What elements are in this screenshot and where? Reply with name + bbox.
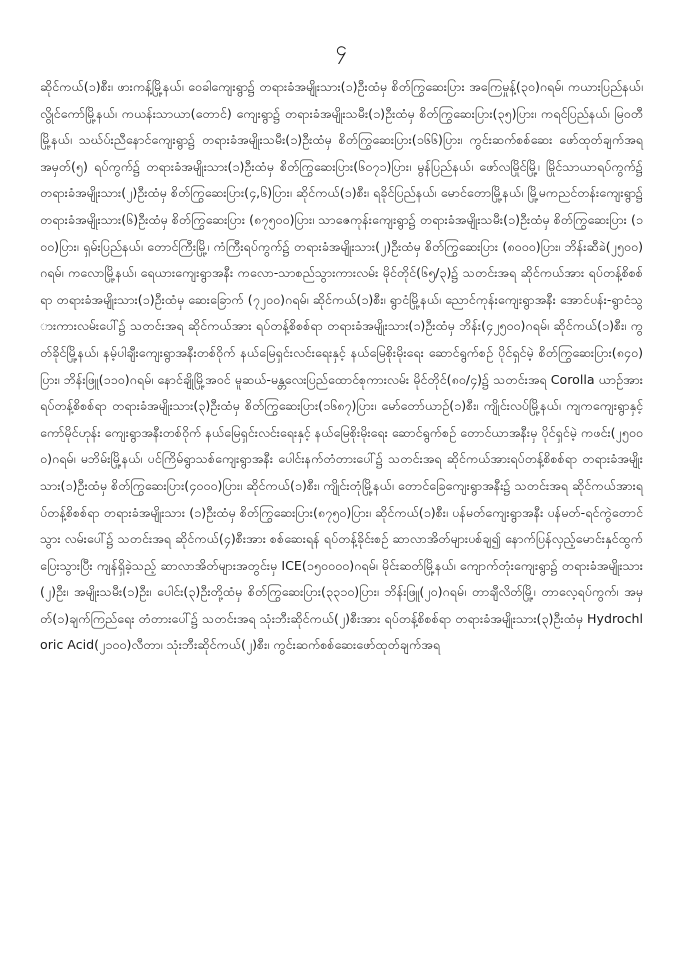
page-number: ၄ [335, 36, 348, 60]
body-paragraph: ဆိုင်ကယ်(၁)စီး၊ ဖားကန့်မြို့နယ်၊ ဝေခါကျေးရွာ၌ တရားခံအမျိုးသား(၁)ဦးထံမှ စိတ်ကြွဆေးပြား အကြေမှုန့်(၃၀)ဂရမ်၊ ကယားပြည်နယ်၊ လွိုင်ကော်မြို့နယ်၊ ကယန်းသာယာ(တောင်) ကျေးရွာ၌ တရားခံအမျိုးသမီး(၁)ဦးထံမှ စိတ်ကြွဆေးပြား(၃၅)ပြား၊ ကရင်ပြည်နယ်၊ မြဝတီမြို့နယ်၊ သဃ်ပ်းညီနောင်ကျေးရွာ၌ တရားခံအမျိုးသမီး(၁)ဦးထံမှ စိတ်ကြွဆေးပြား(၁၆၆)ပြား၊ ကွင်းဆက်စစ်ဆေး ဖော်ထုတ်ချက်အရ အမှတ်(၅) ရပ်ကွက်၌ တရားခံအမျိုးသား(၁)ဦးထံမှ စိတ်ကြွဆေးပြား(၆၀၇၁)ပြား၊ မွန်ပြည်နယ်၊ ဖော်လမြိုင်မြို့၊ မြိုင်သာယာရပ်ကွက်၌ တရားခံအမျိုးသား(၂)ဦးထံမှ စိတ်ကြွဆေးပြား(၄,၆)ပြား၊ ဆိုင်ကယ်(၁)စီး၊ ရခိုင်ပြည်နယ်၊ မောင်တောမြို့နယ်၊ မြို့မကညင်တန်းကျေးရွာ၌ တရားခံအမျိုးသား(၆)ဦးထံမှ စိတ်ကြွဆေးပြား (၈၇၅၀၀)ပြား၊ သာဇေကုန်းကျေးရွာ၌ တရားခံအမျိုးသမီး(၁)ဦးထံမှ စိတ်ကြွဆေးပြား (၁၀၀)ပြား၊ ရှမ်းပြည်နယ်၊ တောင်ကြီးမြို့၊ ကံကြီးရပ်ကွက်၌ တရားခံအမျိုးသား(၂)ဦးထံမှ စိတ်ကြွဆေးပြား (၈၀၀၀)ပြား၊ ဘိန်းဆီခဲ(၂၅၀၀)ဂရမ်၊ ကလောမြို့နယ်၊ ရေယားကျေးရွာအနီး ကလော-သာစည်သွားကားလမ်း မိုင်တိုင်(၆၅/၃)၌ သတင်းအရ ဆိုင်ကယ်အား ရပ်တန့်စိစစ်ရာ တရားခံအမျိုးသား(၁)ဦးထံမှ ဆေးခြောက် (၇၂၀၀)ဂရမ်၊ ဆိုင်ကယ်(၁)စီး၊ ရွာငံမြို့နယ်၊ ညောင်ကုန်းကျေးရွာအနီး အောင်ပန်း-ရွာငံသွားကားလမ်းပေါ်၌ သတင်းအရ ဆိုင်ကယ်အား ရပ်တန့်စိစစ်ရာ တရားခံအမျိုးသား(၁)ဦးထံမှ ဘိန်း(၄၂၅၀၀)ဂရမ်၊ ဆိုင်ကယ်(၁)စီး၊ ကွတ်ခိုင်မြို့နယ်၊ နမ့်ပါချီးကျေးရွာအနီးတစ်ဝိုက် နယ်မြေရှင်းလင်းရေးနှင့် နယ်မြေစိုးမိုးရေး ဆောင်ရွက်စဉ် ပိုင်ရှင်မဲ့ စိတ်ကြွဆေးပြား(၈၄၀)ပြား၊ ဘိန်းဖြူ(၁၁၀)ဂရမ်၊ နောင်ချိုမြို့အဝင် မူဆယ်-မန္တလေးပြည်ထောင်စုကားလမ်း မိုင်တိုင်(၈၀/၄)၌ သတင်းအရ Corolla ယာဉ်အားရပ်တန့်စိစစ်ရာ တရားခံအမျိုးသား(၃)ဦးထံမှ စိတ်ကြွဆေးပြား(၁၆၈၇)ပြား၊ မော်တော်ယာဉ်(၁)စီး၊ ကျိုင်းလပ်မြို့နယ်၊ ကျကကျေးရွာနှင့် ကော်မိုင်ဟုန်း ကျေးရွာအနီးတစ်ဝိုက် နယ်မြေရှင်းလင်းရေးနှင့် နယ်မြေစိုးမိုးရေး ဆောင်ရွက်စဉ် တောင်ယာအနီးမှ ပိုင်ရှင်မဲ့ ကဖင်း(၂၅၀၀၀)ဂရမ်၊ မဘိမ်းမြို့နယ်၊ ပင်ကြိမ်ရွာသစ်ကျေးရွာအနီး ပေါင်းနက်တံတားပေါ်၌ သတင်းအရ ဆိုင်ကယ်အားရပ်တန့်စိစစ်ရာ တရားခံအမျိုးသား(၁)ဦးထံမှ စိတ်ကြွဆေးပြား(၄၀၀၀)ပြား၊ ဆိုင်ကယ်(၁)စီး၊ ကျိုင်းတုံမြို့နယ်၊ တောင်ခြေကျေးရွာအနီး၌ သတင်းအရ ဆိုင်ကယ်အားရပ်တန့်စိစစ်ရာ တရားခံအမျိုးသား (၁)ဦးထံမှ စိတ်ကြွဆေးပြား(၈၇၅၀)ပြား၊ ဆိုင်ကယ်(၁)စီး၊ ပန်မတ်ကျေးရွာအနီး ပန်မတ်-ရင်ကွဲတောင်သွား လမ်းပေါ်၌ သတင်းအရ ဆိုင်ကယ်(၄)စီးအား စစ်ဆေးရန် ရပ်တန့်ခိုင်းစဉ် ဆာလာအိတ်များပစ်ချ၍ နောက်ပြန်လှည့်မောင်းနှင်ထွက်ပြေးသွားပြီး ကျန်ရှိခဲ့သည့် ဆာလာအိတ်များအတွင်းမှ ICE(၁၅၀၀၀၀)ဂရမ်၊ မိုင်းဆတ်မြို့နယ်၊ ကျောက်တုံးကျေးရွာ၌ တရားခံအမျိုးသား (၂)ဦး၊ အမျိုးသမီး(၁)ဦး၊ ပေါင်း(၃)ဦးတို့ထံမှ စိတ်ကြွဆေးပြား(၃၃၁၀)ပြား၊ ဘိန်းဖြူ(၂၀)ဂရမ်၊ တာချီလိတ်မြို့၊ တာလေ့ရပ်ကွက်၊ အမှတ်(၁)ချက်ကြည်ရေး တံတားပေါ်၌ သတင်းအရ သုံးဘီးဆိုင်ကယ်(၂)စီးအား ရပ်တန့်စိစစ်ရာ တရားခံအမျိုးသား(၃)ဦးထံမှ Hydrochloric Acid(၂၁၀၀)လီတာ၊ သုံးဘီးဆိုင်ကယ်(၂)စီး၊ ကွင်းဆက်စစ်ဆေးဖော်ထုတ်ချက်အရ [40, 79, 643, 653]
